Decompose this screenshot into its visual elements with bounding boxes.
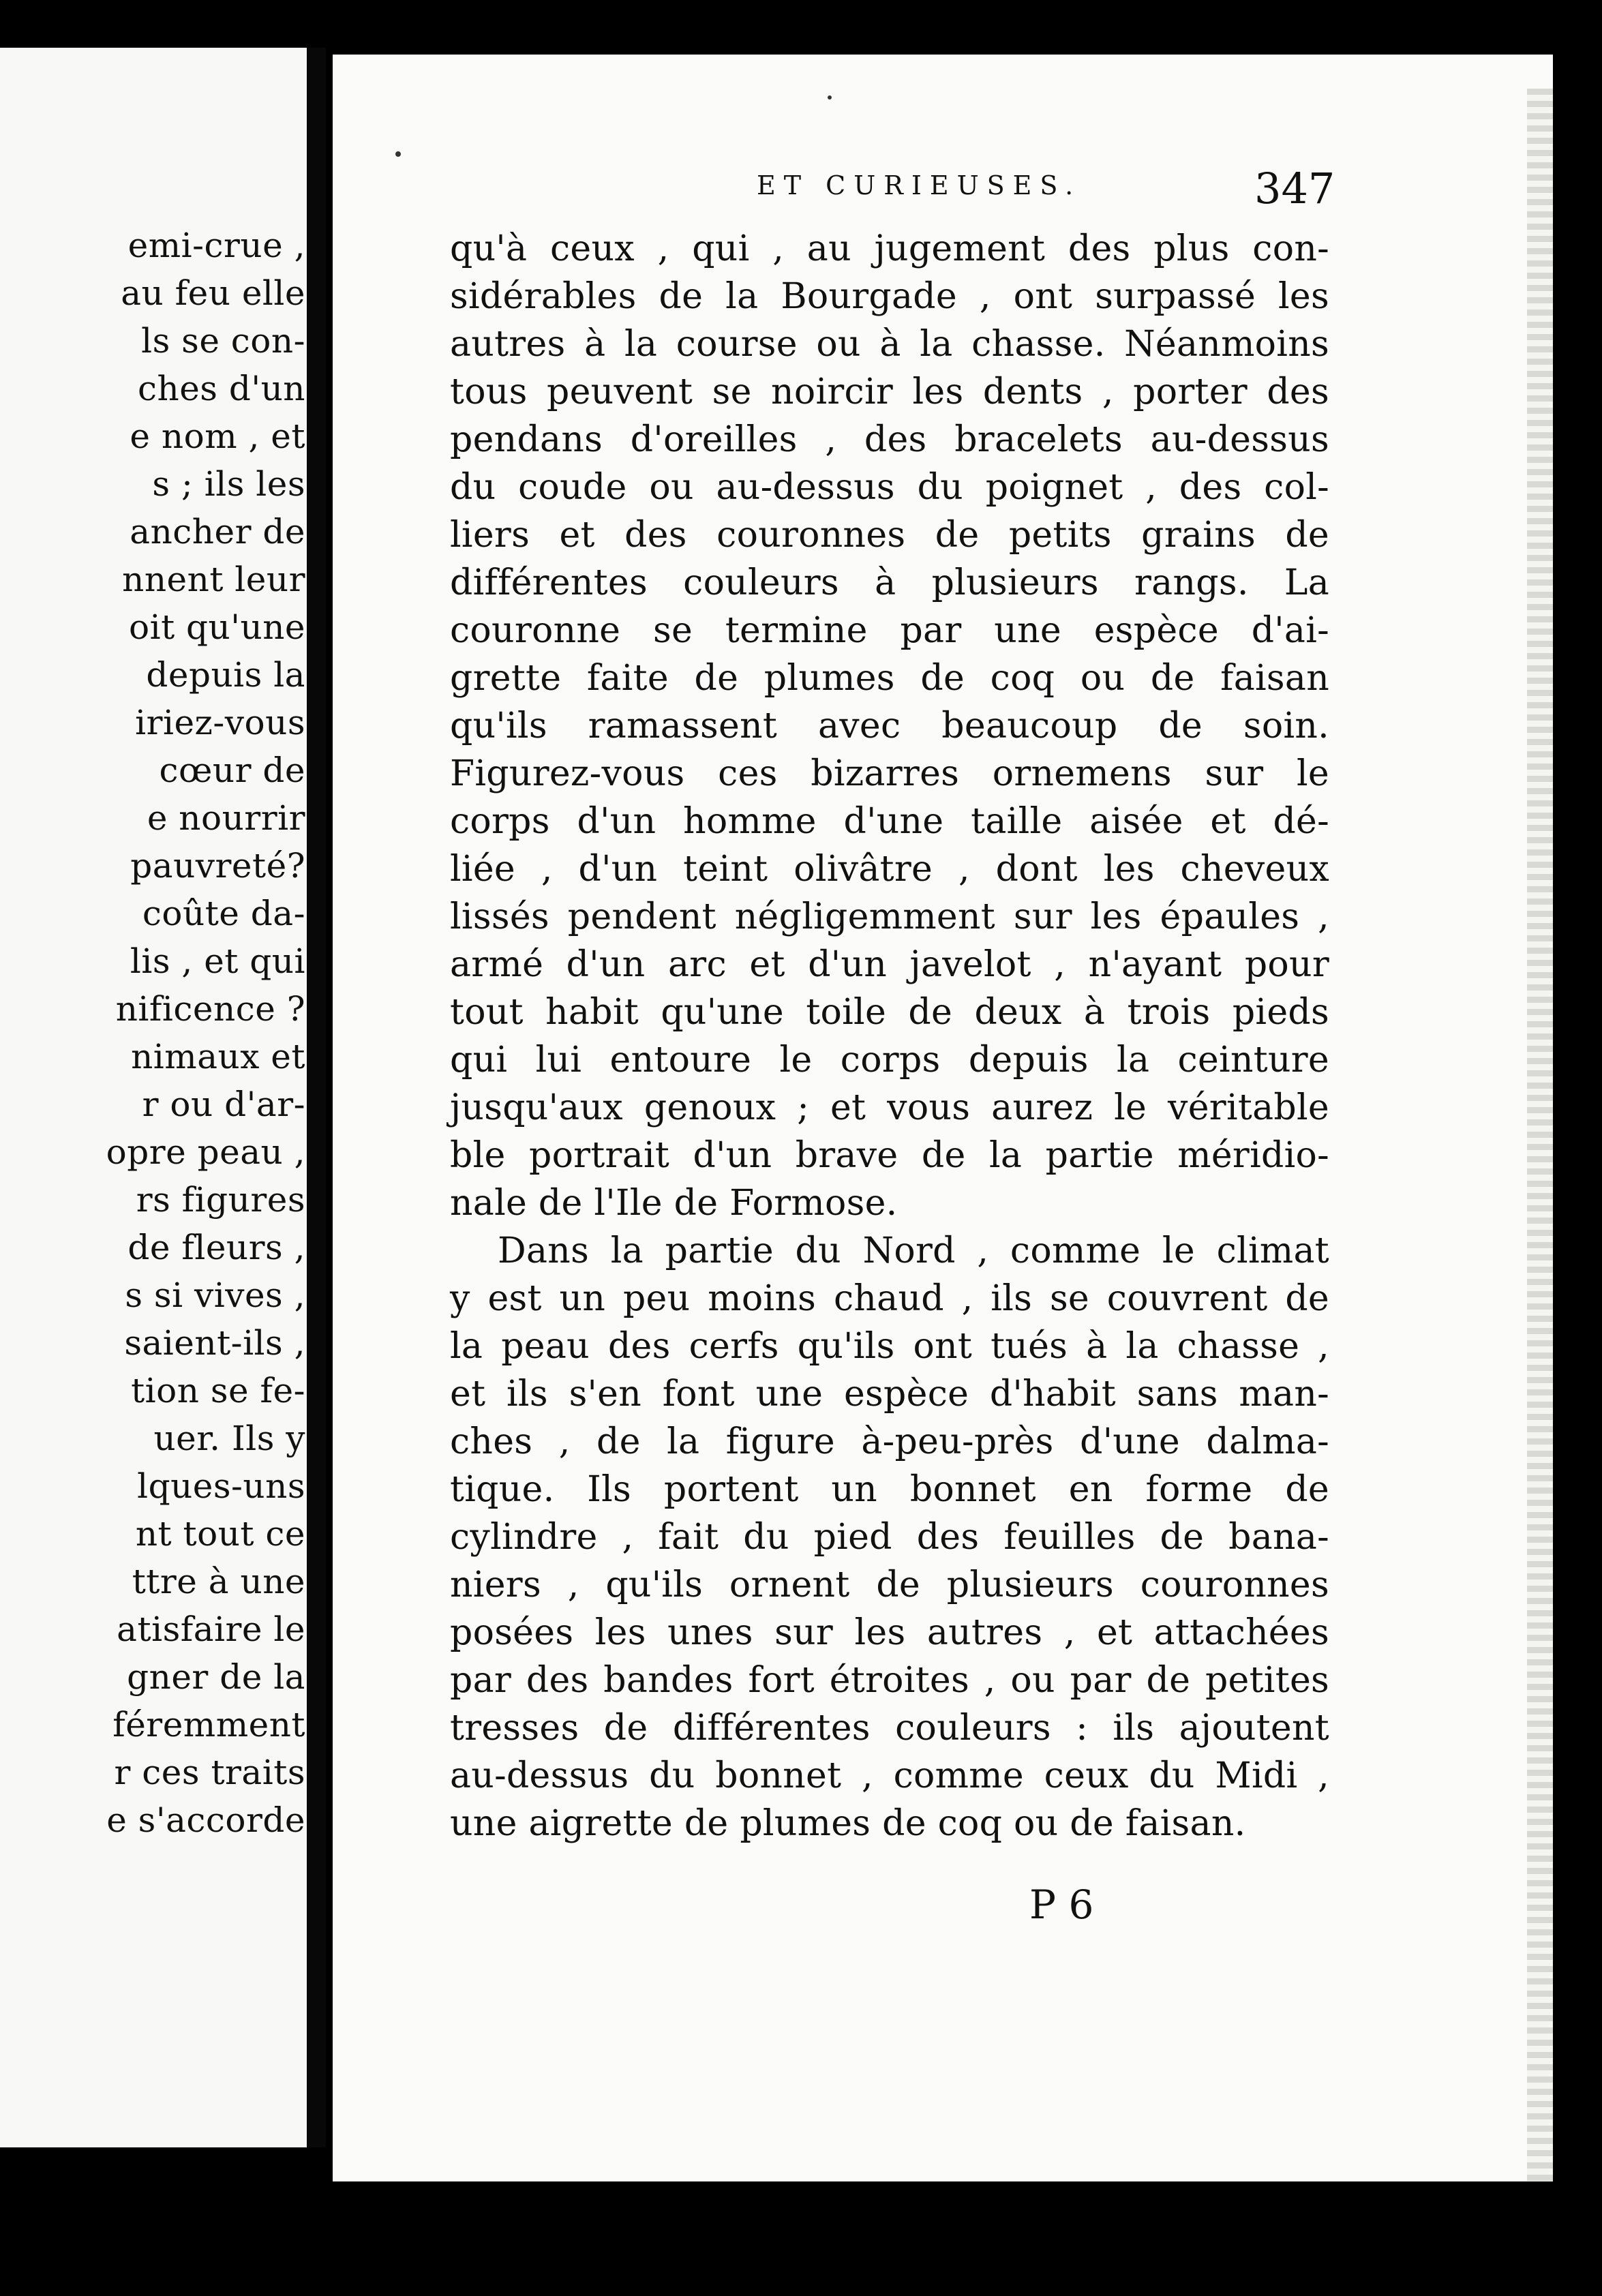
text-line: par des bandes fort étroites , ou par de petites (450, 1660, 1329, 1701)
text-line: tresses de différentes couleurs : ils ajoutent (450, 1708, 1329, 1749)
left-text-line: tion se fe- (131, 1371, 305, 1410)
text-line: ble portrait d'un brave de la partie méridio- (450, 1135, 1329, 1176)
text-line: cylindre , fait du pied des feuilles de bana- (450, 1517, 1329, 1558)
text-line: différentes couleurs à plusieurs rangs. La (450, 562, 1329, 603)
text-line: du coude ou au-dessus du poignet , des col- (450, 467, 1329, 508)
left-text-line: uer. Ils y (153, 1419, 305, 1458)
text-line: pendans d'oreilles , des bracelets au-dessus (450, 419, 1329, 460)
left-text-line: depuis la (146, 655, 305, 695)
left-text-line: atisfaire le (117, 1610, 305, 1649)
text-line: niers , qu'ils ornent de plusieurs couronnes (450, 1565, 1329, 1605)
signature-mark: P 6 (1029, 1882, 1094, 1928)
left-text-line: gner de la (127, 1657, 305, 1697)
left-text-line: rs figures (136, 1180, 305, 1220)
text-line: posées les unes sur les autres , et attachées (450, 1612, 1329, 1653)
left-text-line: opre peau , (106, 1132, 305, 1172)
left-text-line: féremment (112, 1705, 305, 1744)
left-text-line: nt tout ce (135, 1514, 305, 1554)
text-line: tout habit qu'une toile de deux à trois pieds (450, 992, 1329, 1033)
left-text-line: coûte da- (142, 894, 305, 933)
left-text-line: ches d'un (137, 369, 305, 408)
text-line: tique. Ils portent un bonnet en forme de (450, 1469, 1329, 1510)
body-text (450, 225, 1329, 1847)
left-text-line: ancher de (130, 512, 305, 552)
text-line: tous peuvent se noircir les dents , porter des (450, 372, 1329, 412)
text-line: y est un peu moins chaud , ils se couvrent de (450, 1278, 1329, 1319)
left-text-line: nnent leur (122, 560, 305, 599)
left-text-line: lis , et qui (130, 941, 305, 981)
text-line: couronne se termine par une espèce d'ai- (450, 610, 1329, 651)
left-text-line: nimaux et (131, 1037, 305, 1076)
left-text-line: nificence ? (115, 989, 305, 1029)
text-line: qu'à ceux , qui , au jugement des plus con- (450, 228, 1329, 269)
left-text-line: e nom , et (130, 417, 305, 456)
text-line: au-dessus du bonnet , comme ceux du Midi , (450, 1755, 1329, 1796)
left-text-line: cœur de (159, 751, 305, 790)
left-text-line: s si vives , (125, 1275, 305, 1315)
text-line: liée , d'un teint olivâtre , dont les cheveux (450, 849, 1329, 890)
left-text-line: ls se con- (141, 321, 305, 361)
left-text-line: r ou d'ar- (142, 1085, 305, 1124)
left-text-line: e s'accorde (106, 1800, 305, 1840)
left-text-line: au feu elle (121, 273, 305, 313)
left-text-line: s ; ils les (152, 464, 305, 504)
ink-speck (395, 151, 401, 157)
text-line: armé d'un arc et d'un javelot , n'ayant pour (450, 944, 1329, 985)
running-head: ET CURIEUSES. (757, 170, 1082, 200)
text-line: autres à la course ou à la chasse. Néanmoins (450, 324, 1329, 365)
left-text-line: r ces traits (114, 1753, 305, 1792)
left-text-line: pauvreté? (130, 846, 305, 886)
text-line: grette faite de plumes de coq ou de faisan (450, 658, 1329, 699)
left-text-line: de fleurs , (127, 1228, 305, 1267)
left-text-line: e nourrir (147, 798, 305, 838)
left-page (0, 48, 315, 2147)
book-gutter (307, 48, 326, 2147)
left-text-line: saient-ils , (124, 1323, 305, 1363)
text-line: nale de l'Ile de Formose. (450, 1183, 898, 1224)
text-line: liers et des couronnes de petits grains de (450, 515, 1329, 556)
text-line: Dans la partie du Nord , comme le climat (498, 1230, 1329, 1271)
text-line: Figurez-vous ces bizarres ornemens sur le (450, 753, 1329, 794)
left-text-line: ttre à une (132, 1562, 305, 1601)
left-text-line: oit qu'une (128, 607, 305, 647)
text-line: qui lui entoure le corps depuis la ceinture (450, 1040, 1329, 1081)
text-line: lissés pendent négligemment sur les épaules , (450, 896, 1329, 937)
left-text-line: iriez-vous (135, 703, 305, 742)
text-line: qu'ils ramassent avec beaucoup de soin. (450, 706, 1329, 746)
page-edge (1527, 89, 1553, 2181)
ink-speck (828, 95, 832, 100)
text-line: sidérables de la Bourgade , ont surpassé les (450, 276, 1329, 317)
text-line: et ils s'en font une espèce d'habit sans man- (450, 1374, 1329, 1415)
text-line: jusqu'aux genoux ; et vous aurez le véritable (450, 1087, 1329, 1128)
text-line: corps d'un homme d'une taille aisée et dé- (450, 801, 1329, 842)
text-line: la peau des cerfs qu'ils ont tués à la chasse , (450, 1326, 1329, 1367)
text-line: ches , de la figure à-peu-près d'une dalma- (450, 1421, 1329, 1462)
left-text-line: lques-uns (137, 1466, 305, 1506)
page-number: 347 (1254, 164, 1335, 213)
text-line: une aigrette de plumes de coq ou de faisan. (450, 1803, 1246, 1844)
left-text-line: emi-crue , (127, 226, 305, 265)
